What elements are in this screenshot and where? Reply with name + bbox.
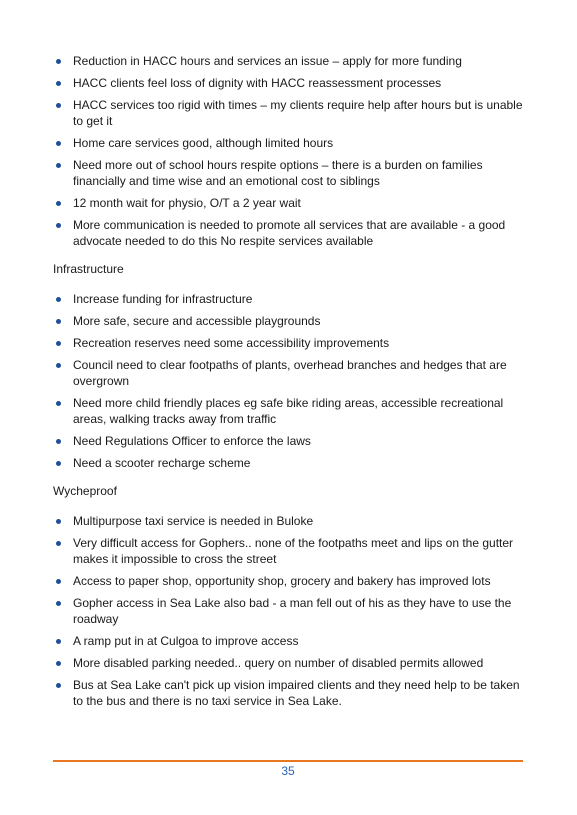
bullet-icon: [56, 461, 61, 466]
list-item-text: Need a scooter recharge scheme: [73, 456, 251, 470]
page-content: [53, 53, 531, 715]
footer-divider: [53, 760, 523, 762]
bullet-icon: [56, 683, 61, 688]
bullet-icon: [56, 141, 61, 146]
list-item-text: Access to paper shop, opportunity shop, grocery and bakery has improved lots: [73, 574, 491, 588]
list-item-text: Home care services good, although limited hours: [73, 136, 334, 150]
bullet-icon: [56, 81, 61, 86]
page-number: 35: [281, 764, 295, 778]
list-item: [53, 135, 531, 151]
list-item-text: Need more child friendly places eg safe bike riding areas, accessible recreational areas, walking tracks away from traffic: [73, 396, 504, 426]
list-item-text: 12 month wait for physio, O/T a 2 year wait: [73, 196, 301, 210]
bullet-icon: [56, 59, 61, 64]
list-item: [53, 535, 531, 567]
bullet-icon: [56, 639, 61, 644]
list-item: [53, 677, 531, 709]
list-item-text: A ramp put in at Culgoa to improve access: [73, 634, 299, 648]
section-heading-infrastructure: Infrastructure: [53, 262, 124, 276]
list-item-text: HACC services too rigid with times – my clients require help after hours but is unable to get it: [73, 98, 523, 128]
list-item-text: Council need to clear footpaths of plants, overhead branches and hedges that are overgrown: [73, 358, 507, 388]
infrastructure-bullet-list: [53, 291, 531, 471]
bullet-icon: [56, 341, 61, 346]
list-item: [53, 53, 531, 69]
list-item-text: Bus at Sea Lake can't pick up vision impaired clients and they need help to be taken to the bus and there is no taxi service in Sea Lake.: [73, 678, 520, 708]
list-item: [53, 573, 531, 589]
bullet-icon: [56, 579, 61, 584]
section-heading-wycheproof: Wycheproof: [53, 484, 117, 498]
list-item-text: More communication is needed to promote all services that are available - a good advocate needed to do this No respite services available: [73, 218, 506, 248]
list-item: [53, 357, 531, 389]
list-item: [53, 595, 531, 627]
list-item-text: More safe, secure and accessible playgrounds: [73, 314, 321, 328]
bullet-icon: [56, 297, 61, 302]
list-item: [53, 433, 531, 449]
bullet-icon: [56, 601, 61, 606]
list-item-text: Recreation reserves need some accessibility improvements: [73, 336, 390, 350]
list-item: [53, 97, 531, 129]
list-item-text: Need more out of school hours respite options – there is a burden on families financially and time wise and an emotional cost to siblings: [73, 158, 483, 188]
list-item-text: Increase funding for infrastructure: [73, 292, 253, 306]
list-item-text: Need Regulations Officer to enforce the laws: [73, 434, 311, 448]
bullet-icon: [56, 201, 61, 206]
list-item: [53, 313, 531, 329]
list-item: [53, 291, 531, 307]
wycheproof-bullet-list: [53, 513, 531, 709]
bullet-icon: [56, 223, 61, 228]
list-item: [53, 455, 531, 471]
list-item: [53, 513, 531, 529]
list-item: [53, 655, 531, 671]
list-item-text: Very difficult access for Gophers.. none of the footpaths meet and lips on the gutter makes it impossible to cross the street: [73, 536, 514, 566]
bullet-icon: [56, 363, 61, 368]
list-item-text: Gopher access in Sea Lake also bad - a man fell out of his as they have to use the roadway: [73, 596, 512, 626]
bullet-icon: [56, 439, 61, 444]
list-item: [53, 395, 531, 427]
list-item: [53, 75, 531, 91]
bullet-icon: [56, 103, 61, 108]
list-item: [53, 157, 531, 189]
list-item: [53, 335, 531, 351]
bullet-icon: [56, 661, 61, 666]
list-item: [53, 217, 531, 249]
bullet-icon: [56, 541, 61, 546]
bullet-icon: [56, 519, 61, 524]
list-item-text: Reduction in HACC hours and services an issue – apply for more funding: [73, 54, 462, 68]
list-item: [53, 633, 531, 649]
bullet-icon: [56, 401, 61, 406]
bullet-icon: [56, 163, 61, 168]
intro-bullet-list: [53, 53, 531, 249]
list-item-text: HACC clients feel loss of dignity with HACC reassessment processes: [73, 76, 442, 90]
bullet-icon: [56, 319, 61, 324]
list-item: [53, 195, 531, 211]
list-item-text: Multipurpose taxi service is needed in Buloke: [73, 514, 314, 528]
list-item-text: More disabled parking needed.. query on number of disabled permits allowed: [73, 656, 484, 670]
